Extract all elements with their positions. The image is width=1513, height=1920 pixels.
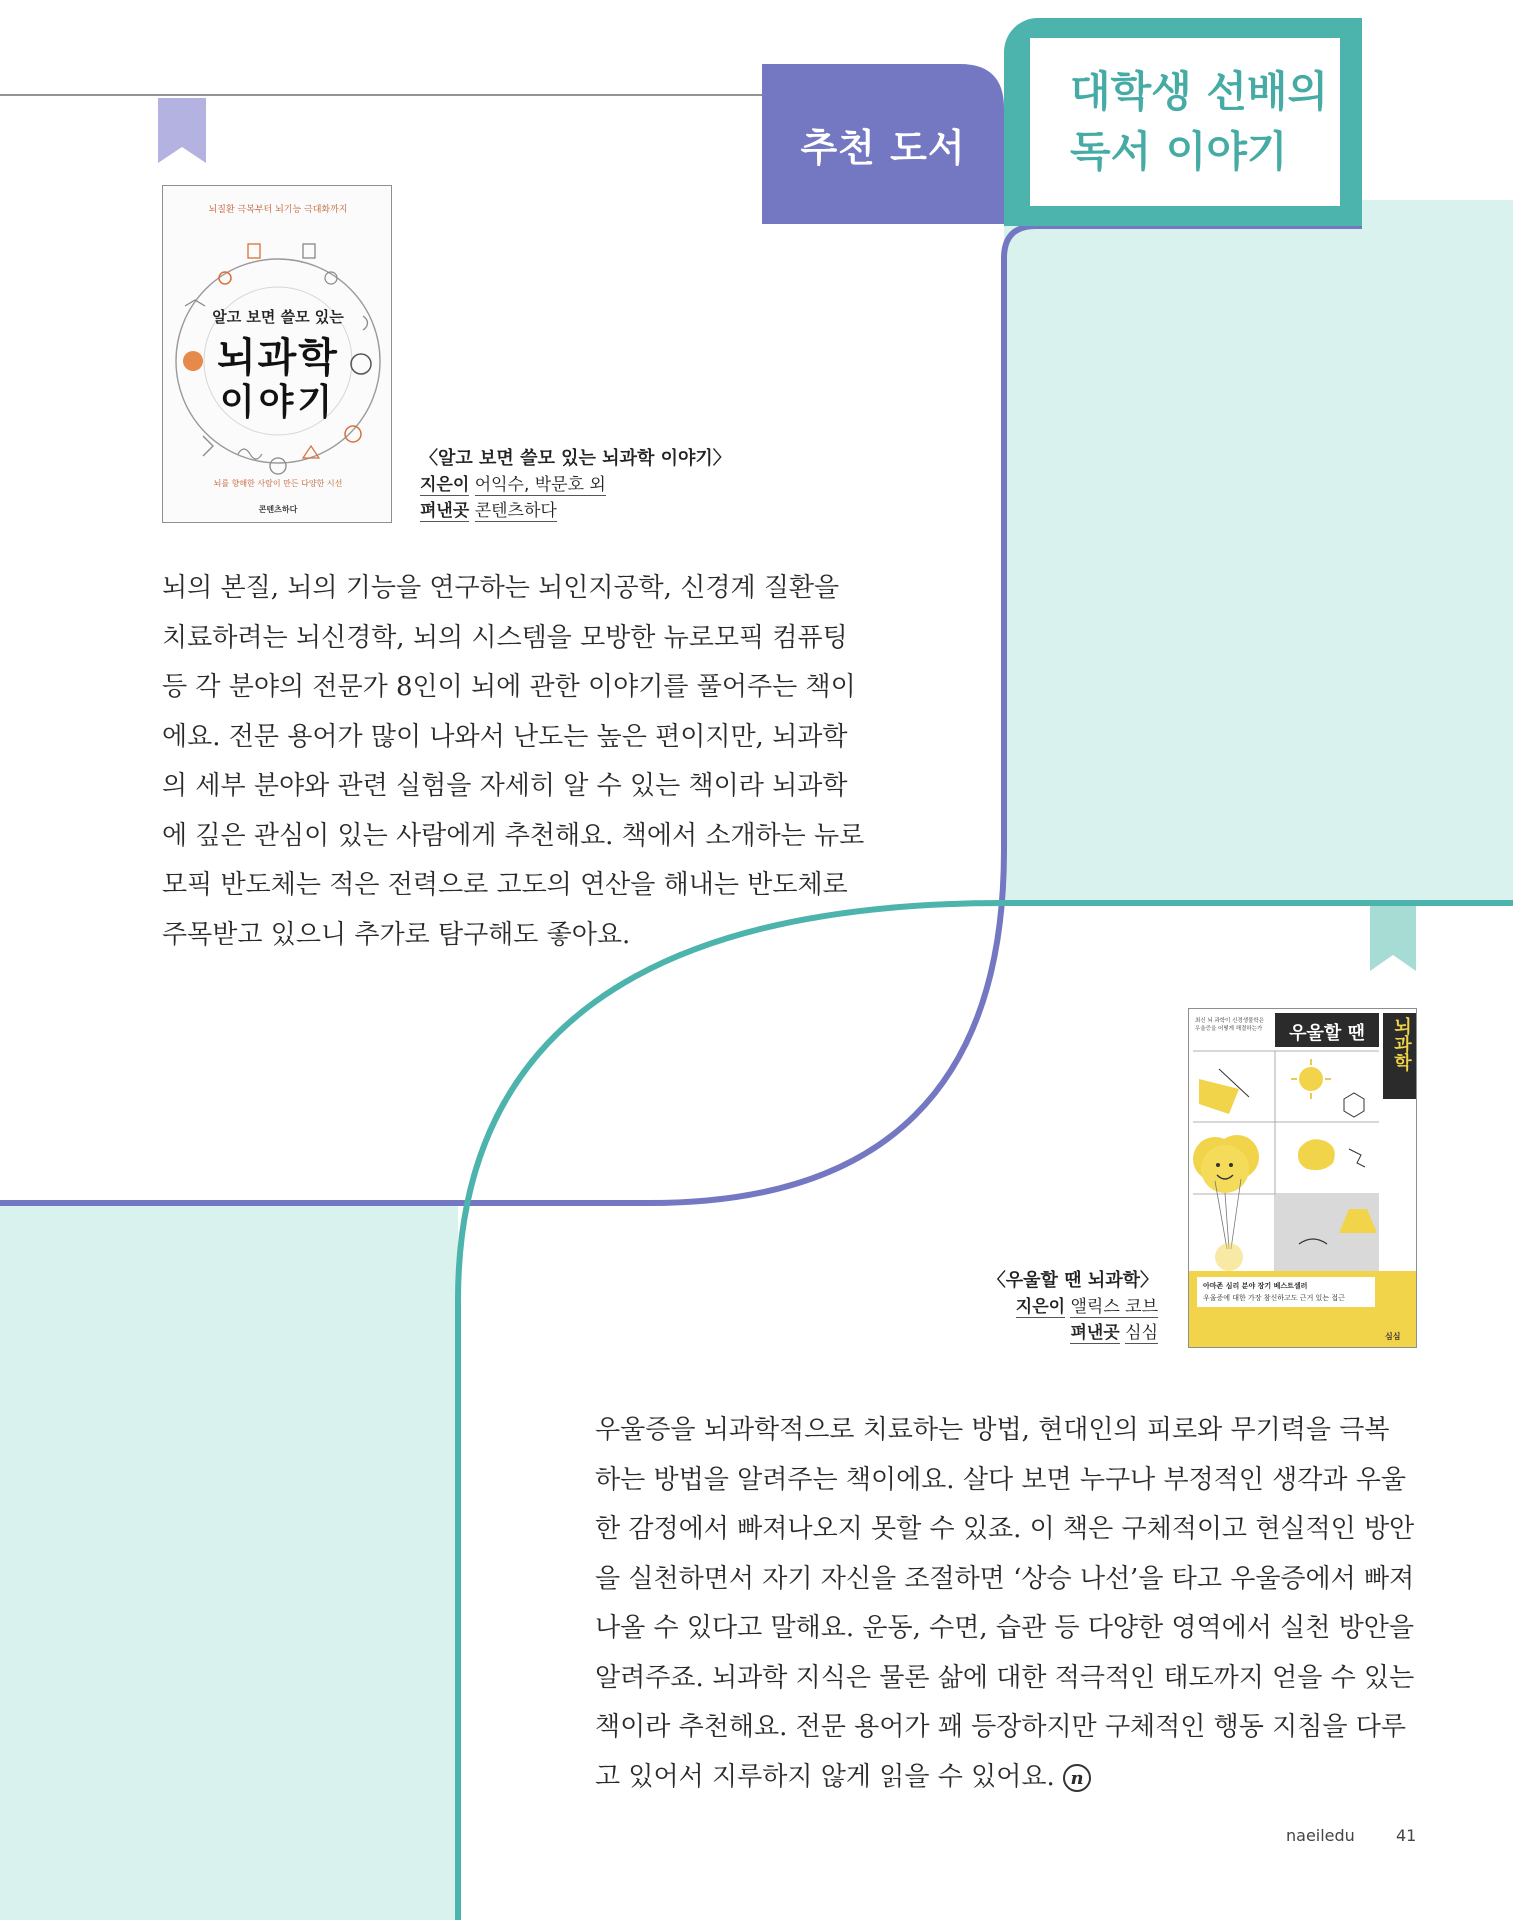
book1-cover-tagline: 뇌를 향해한 사람이 만든 다양한 시선 <box>213 479 343 488</box>
book1-body-line: 등 각 분야의 전문가 8인이 뇌에 관한 이야기를 풀어주는 책이 <box>162 672 856 702</box>
book1-publisher-label: 펴낸곳 <box>420 501 470 521</box>
book2-cover-top-note: 최신 뇌 과학이 신경생물학은 우울증을 어떻게 해결하는가 <box>1195 1018 1265 1032</box>
book1-body-line: 의 세부 분야와 관련 실험을 자세히 알 수 있는 책이라 뇌과학 <box>162 771 848 801</box>
page-number: 41 <box>1396 1826 1417 1845</box>
book2-title: 〈우울할 땐 뇌과학〉 <box>987 1270 1158 1291</box>
book1-author: 어익수, 박문호 외 <box>474 475 606 495</box>
book1-author-label: 지은이 <box>420 475 470 495</box>
book1-caption <box>420 446 731 524</box>
book2-author: 앨릭스 코브 <box>1070 1297 1158 1317</box>
book2-body-line: 한 감정에서 빠져나오지 못할 수 있죠. 이 책은 구체적이고 현실적인 방안 <box>595 1514 1415 1544</box>
book2-body-line: 책이라 추천해요. 전문 용어가 꽤 등장하지만 구체적인 행동 지침을 다루 <box>595 1712 1407 1742</box>
book1-body <box>162 564 864 960</box>
book1-cover-tag: 뇌질환 극복부터 뇌기능 극대화까지 <box>208 205 348 215</box>
book2-body <box>595 1406 1414 1802</box>
book2-body-line: 을 실천하면서 자기 자신을 조절하면 ‘상승 나선’을 타고 우울증에서 빠져 <box>595 1563 1415 1594</box>
book2-cover-title-a: 우울할 땐 <box>1289 1023 1365 1044</box>
book1-title: 〈알고 보면 쓸모 있는 뇌과학 이야기〉 <box>420 448 731 469</box>
bookmark-teal-icon <box>1370 906 1416 971</box>
footer-brand: naeiledu <box>1286 1826 1355 1845</box>
book2-body-line: 나올 수 있다고 말해요. 운동, 수면, 습관 등 다양한 영역에서 실천 방안을 <box>595 1613 1414 1643</box>
book1-cover-title-big-1: 뇌과학 <box>217 335 339 381</box>
book2-author-label: 지은이 <box>1015 1297 1066 1317</box>
title-box <box>1004 18 1362 226</box>
book2-body-line: 우울증을 뇌과학적으로 치료하는 방법, 현대인의 피로와 무기력을 극복 <box>595 1415 1390 1445</box>
book1-body-line: 주목받고 있으니 추가로 탐구해도 좋아요. <box>162 919 631 950</box>
end-mark-icon: n <box>1063 1764 1091 1792</box>
book2-caption <box>900 1268 1158 1346</box>
book2-cover-bottom-line1: 아마존 심리 분야 장기 베스트셀러 <box>1203 1282 1308 1290</box>
mint-panel-right <box>1004 200 1513 900</box>
book2-body-line <box>595 1753 1414 1803</box>
book1-body-line: 모픽 반도체는 적은 전력으로 고도의 연산을 해내는 반도체로 <box>162 870 848 900</box>
book2-publisher-label: 펴낸곳 <box>1070 1323 1120 1343</box>
book1-body-line: 에요. 전문 용어가 많이 나와서 난도는 높은 편이지만, 뇌과학 <box>162 721 848 752</box>
book2-cover-title-b: 뇌과학 <box>1391 1017 1412 1071</box>
book1-body-line: 치료하려는 뇌신경학, 뇌의 시스템을 모방한 뉴로모픽 컴퓨팅 <box>162 622 848 653</box>
book1-cover-title-small: 알고 보면 쓸모 있는 <box>212 308 344 326</box>
book1-publisher: 콘텐츠하다 <box>474 501 557 521</box>
section-label: 추천 도서 <box>800 125 966 170</box>
book2-cover-bottom-line2: 우울증에 대한 가장 참신하고도 근거 있는 접근 <box>1203 1294 1345 1302</box>
book2-cover-publisher: 심심 <box>1385 1332 1401 1341</box>
book1-cover <box>162 185 392 523</box>
mint-panel-left <box>0 1180 458 1920</box>
book2-publisher: 심심 <box>1125 1323 1158 1343</box>
book1-cover-publisher: 콘텐츠하다 <box>258 505 298 514</box>
book2-body-line: 하는 방법을 알려주는 책이에요. 살다 보면 누구나 부정적인 생각과 우울 <box>595 1464 1407 1495</box>
title-line-1: 대학생 선배의 <box>1070 67 1329 116</box>
book2-body-line: 알려주죠. 뇌과학 지식은 물론 삶에 대한 적극적인 태도까지 얻을 수 있는 <box>595 1662 1415 1693</box>
book1-body-line: 뇌의 본질, 뇌의 기능을 연구하는 뇌인지공학, 신경계 질환을 <box>162 573 840 603</box>
book1-body-line: 에 깊은 관심이 있는 사람에게 추천해요. 책에서 소개하는 뉴로 <box>162 820 865 851</box>
title-inner <box>1030 38 1340 206</box>
title-line-2: 독서 이야기 <box>1070 127 1288 176</box>
book2-body-last-text: 고 있어서 지루하지 않게 읽을 수 있어요. <box>595 1761 1055 1792</box>
book2-cover <box>1188 1008 1417 1348</box>
book1-cover-title-big-2: 이야기 <box>219 382 337 423</box>
